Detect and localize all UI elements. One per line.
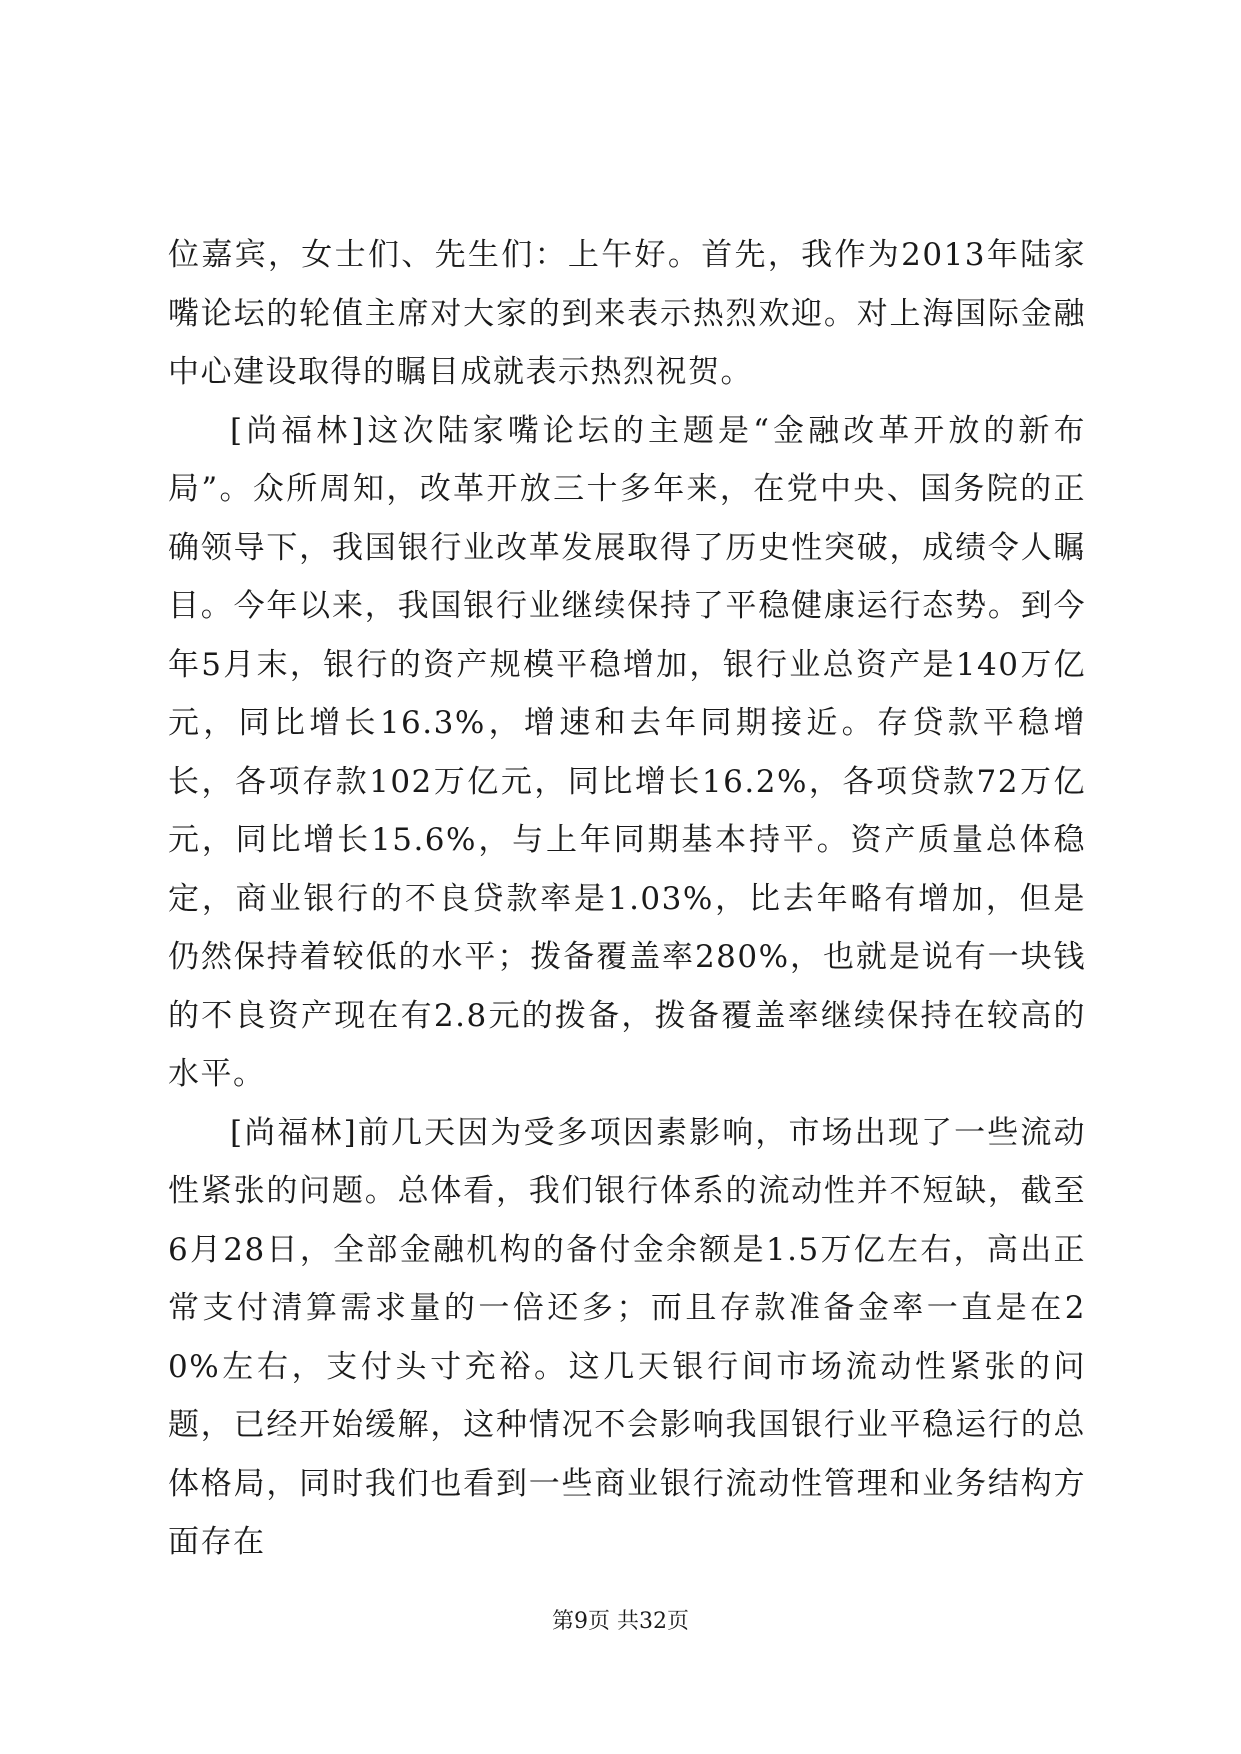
paragraph-1: 位嘉宾，女士们、先生们：上午好。首先，我作为2013年陆家嘴论坛的轮值主席对大家的到来表示热烈欢迎。对上海国际金融中心建设取得的瞩目成就表示热烈祝贺。 [168, 237, 1086, 390]
document-body [168, 226, 1086, 1572]
paragraph-2: [尚福林]这次陆家嘴论坛的主题是“金融改革开放的新布局”。众所周知，改革开放三十多年来，在党中央、国务院的正确领导下，我国银行业改革发展取得了历史性突破，成绩令人瞩目。今年以来，我国银行业继续保持了平稳健康运行态势。到今年5月末，银行的资产规模平稳增加，银行业总资产是140万亿元，同比增长16.3%，增速和去年同期接近。存贷款平稳增长，各项存款102万亿元，同比增长16.2%，各项贷款72万亿元，同比增长15.6%，与上年同期基本持平。资产质量总体稳定，商业银行的不良贷款率是1.03%，比去年略有增加，但是仍然保持着较低的水平；拨备覆盖率280%，也就是说有一块钱的不良资产现在有2.8元的拨备，拨备覆盖率继续保持在较高的水平。 [168, 412, 1086, 1092]
paragraph-3: [尚福林]前几天因为受多项因素影响，市场出现了一些流动性紧张的问题。总体看，我们银行体系的流动性并不短缺，截至6月28日，全部金融机构的备付金余额是1.5万亿左右，高出正常支付清算需求量的一倍还多；而且存款准备金率一直是在20%左右，支付头寸充裕。这几天银行间市场流动性紧张的问题，已经开始缓解，这种情况不会影响我国银行业平稳运行的总体格局，同时我们也看到一些商业银行流动性管理和业务结构方面存在 [168, 1114, 1086, 1560]
page-number-footer: 第9页 共32页 [552, 1609, 689, 1634]
